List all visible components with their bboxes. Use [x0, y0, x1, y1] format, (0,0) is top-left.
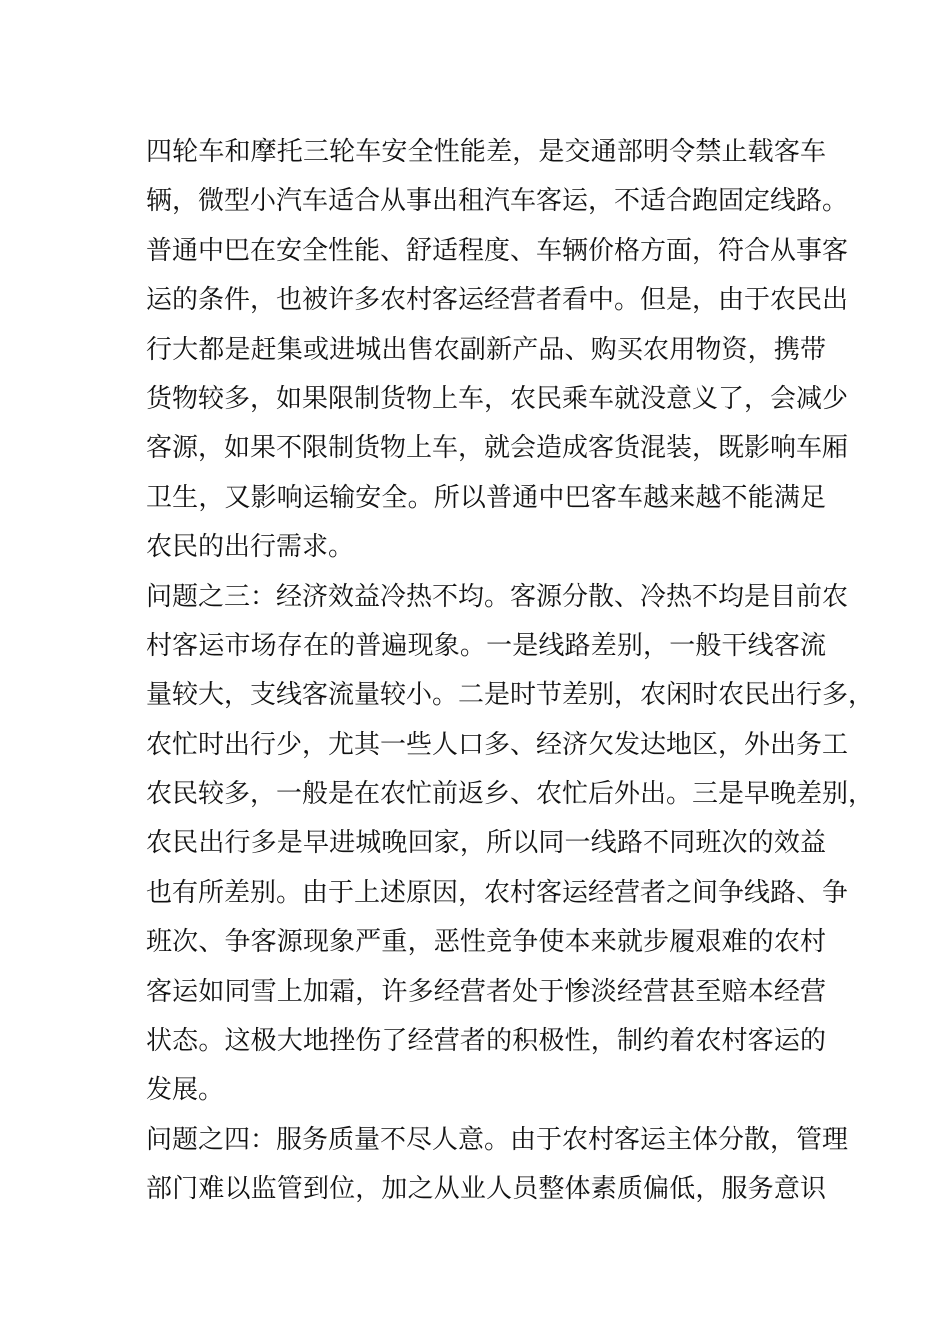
text-line: 辆，微型小汽车适合从事出租汽车客运，不适合跑固定线路。	[146, 186, 849, 217]
text-line: 普通中巴在安全性能、舒适程度、车辆价格方面，符合从事客	[146, 235, 849, 266]
text-line: 部门难以监管到位，加之从业人员整体素质偏低，服务意识	[146, 1174, 826, 1205]
text-line: 农民出行多是早进城晚回家，所以同一线路不同班次的效益	[146, 828, 826, 859]
text-line: 农民较多，一般是在农忙前返乡、农忙后外出。三是早晚差别，	[146, 779, 875, 810]
text-line: 问题之三：经济效益冷热不均。客源分散、冷热不均是目前农	[146, 581, 849, 612]
text-line: 状态。这极大地挫伤了经营者的积极性，制约着农村客运的	[146, 1026, 826, 1057]
text-line: 发展。	[146, 1075, 225, 1106]
text-line: 农忙时出行少，尤其一些人口多、经济欠发达地区，外出务工	[146, 729, 849, 760]
body-text	[146, 128, 875, 1215]
text-line: 运的条件，也被许多农村客运经营者看中。但是，由于农民出	[146, 285, 849, 316]
text-line: 卫生，又影响运输安全。所以普通中巴客车越来越不能满足	[146, 482, 826, 513]
text-line: 客源，如果不限制货物上车，就会造成客货混装，既影响车厢	[146, 433, 849, 464]
text-line: 问题之四：服务质量不尽人意。由于农村客运主体分散，管理	[146, 1124, 849, 1155]
text-line: 货物较多，如果限制货物上车，农民乘车就没意义了，会减少	[146, 383, 849, 414]
text-line: 行大都是赶集或进城出售农副新产品、购买农用物资，携带	[146, 334, 826, 365]
text-line: 农民的出行需求。	[146, 532, 355, 563]
text-line: 也有所差别。由于上述原因，农村客运经营者之间争线路、争	[146, 877, 849, 908]
text-line: 客运如同雪上加霜，许多经营者处于惨淡经营甚至赔本经营	[146, 976, 826, 1007]
text-line: 班次、争客源现象严重，恶性竞争使本来就步履艰难的农村	[146, 927, 826, 958]
text-line: 四轮车和摩托三轮车安全性能差，是交通部明令禁止载客车	[146, 137, 826, 167]
text-line: 量较大，支线客流量较小。二是时节差别，农闲时农民出行多，	[146, 680, 875, 711]
text-line: 村客运市场存在的普遍现象。一是线路差别，一般干线客流	[146, 630, 826, 661]
